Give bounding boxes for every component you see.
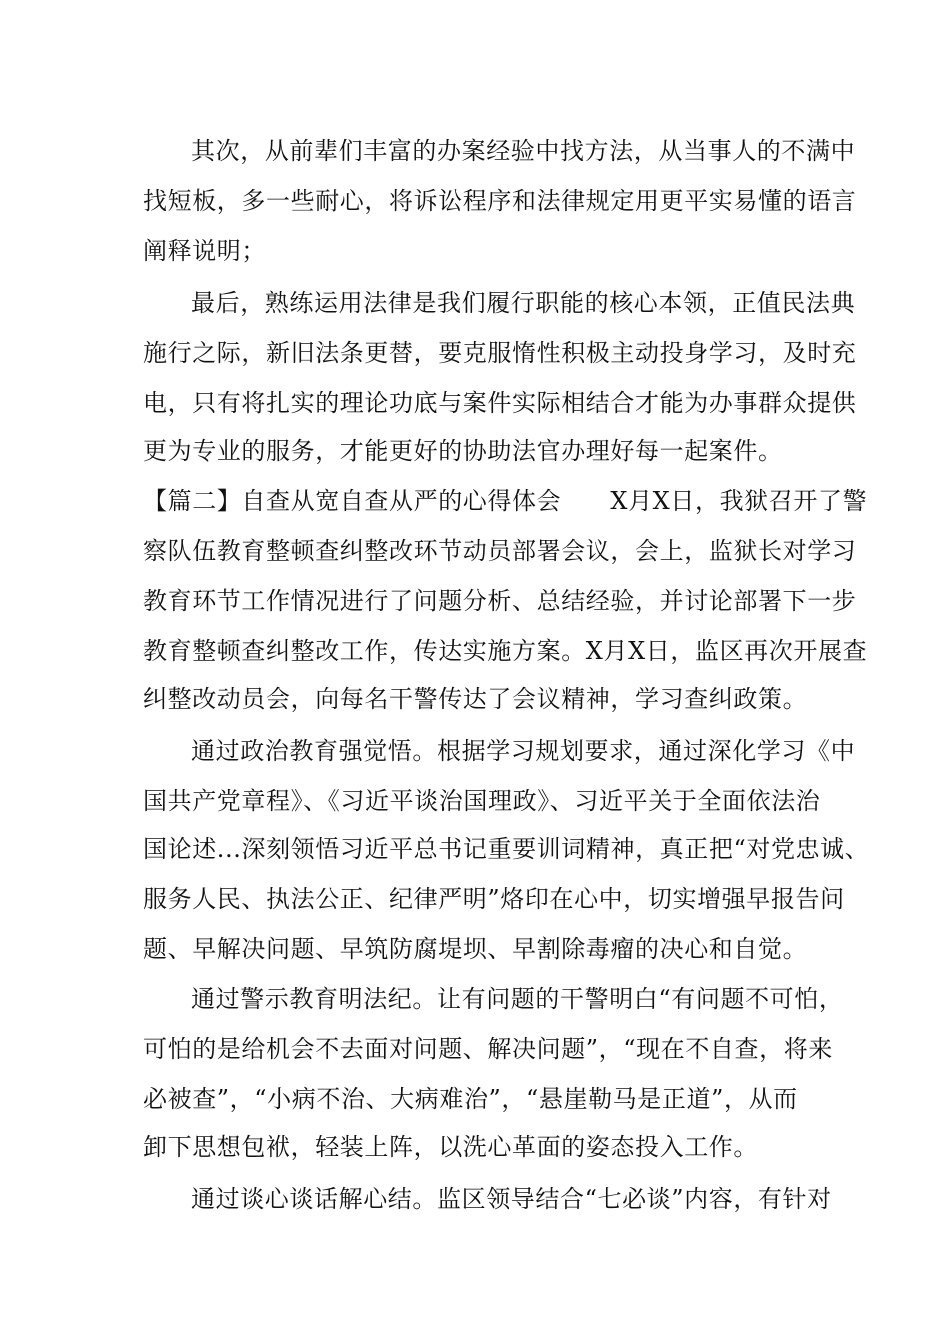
text-line: 国论述...深刻领悟习近平总书记重要训词精神，真正把“对党忠诚、 bbox=[143, 835, 870, 863]
text-line: 题、早解决问题、早筑防腐堤坝、早割除毒瘤的决心和自觉。 bbox=[143, 935, 808, 963]
text-line: 找短板，多一些耐心，将诉讼程序和法律规定用更平实易懂的语言 bbox=[143, 187, 857, 215]
text-line: 察队伍教育整顿查纠整改环节动员部署会议，会上，监狱长对学习 bbox=[143, 537, 857, 565]
text-line: 通过警示教育明法纪。让有问题的干警明白“有问题不可怕， bbox=[191, 985, 844, 1013]
text-line: 阐释说明； bbox=[143, 237, 266, 265]
text-line: 其次，从前辈们丰富的办案经验中找方法，从当事人的不满中 bbox=[191, 137, 856, 165]
text-line: 可怕的是给机会不去面对问题、解决问题”，“现在不自查，将来 bbox=[143, 1035, 833, 1063]
text-line: 卸下思想包袱，轻装上阵，以洗心革面的姿态投入工作。 bbox=[143, 1133, 758, 1161]
text-line: 更为专业的服务，才能更好的协助法官办理好每一起案件。 bbox=[143, 437, 783, 465]
text-line: 通过政治教育强觉悟。根据学习规划要求，通过深化学习《中 bbox=[191, 737, 856, 765]
text-line: 通过谈心谈话解心结。监区领导结合“七必谈”内容，有针对 bbox=[191, 1185, 832, 1213]
text-line: 施行之际，新旧法条更替，要克服惰性积极主动投身学习，及时充 bbox=[143, 339, 857, 367]
text-line: 最后，熟练运用法律是我们履行职能的核心本领，正值民法典 bbox=[191, 289, 856, 317]
section-heading-line: 【篇二】自查从宽自查从严的心得体会 X月X日，我狱召开了警 bbox=[143, 487, 868, 515]
text-line: 教育环节工作情况进行了问题分析、总结经验，并讨论部署下一步 bbox=[143, 587, 857, 615]
text-line: 必被查”，“小病不治、大病难治”，“悬崖勒马是正道”，从而 bbox=[143, 1085, 798, 1113]
text-line: 服务人民、执法公正、纪律严明”烙印在心中，切实增强早报告问 bbox=[143, 885, 845, 913]
text-line: 电，只有将扎实的理论功底与案件实际相结合才能为办事群众提供 bbox=[143, 389, 857, 417]
text-line: 教育整顿查纠整改工作，传达实施方案。X月X日，监区再次开展查 bbox=[143, 637, 868, 665]
text-line: 纠整改动员会，向每名干警传达了会议精神，学习查纠政策。 bbox=[143, 685, 808, 713]
text-line: 国共产党章程》、《习近平谈治国理政》、习近平关于全面依法治 bbox=[143, 787, 821, 815]
